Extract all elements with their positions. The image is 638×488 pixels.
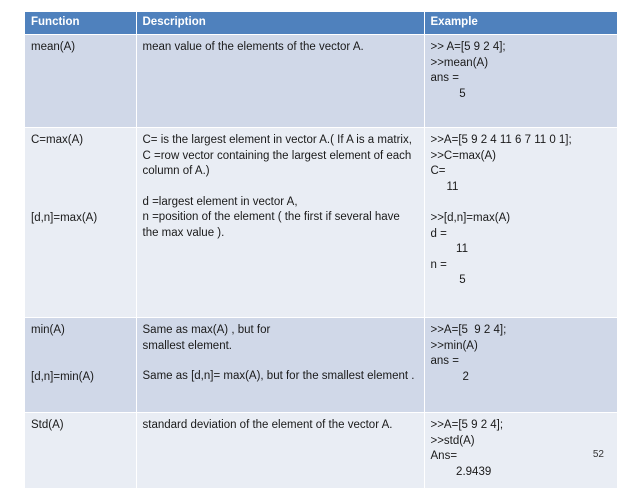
description-text: n =position of the element ( the first if several have the max value ).	[142, 211, 400, 239]
cell-description	[136, 413, 424, 488]
description-text: C= is the largest element in vector A.( If A is a matrix,	[142, 134, 412, 146]
function-name: Std(A)	[31, 419, 64, 431]
cell-description	[136, 318, 424, 413]
description-text: mean value of the elements of the vector A.	[142, 41, 364, 53]
description-text: d =largest element in vector A,	[142, 195, 298, 208]
cell-description	[136, 128, 424, 318]
example-line	[431, 195, 612, 211]
example-line: ans =	[430, 355, 459, 368]
description-text: standard deviation of the element of the vector A.	[142, 419, 393, 431]
example-line: Ans=	[430, 450, 458, 463]
cell-function	[25, 35, 136, 128]
function-name: min(A)	[31, 324, 65, 336]
example-line: 5	[430, 87, 466, 100]
table-row-min	[25, 318, 617, 413]
example-line: >>A=[5 9 2 4];	[430, 324, 507, 336]
example-line: >> A=[5 9 2 4];	[430, 41, 506, 53]
function-name: [d,n]=min(A)	[31, 370, 94, 383]
example-line: 5	[430, 274, 466, 287]
example-line: 11	[430, 243, 468, 256]
example-line: n =	[430, 258, 447, 271]
cell-example	[424, 35, 617, 128]
header-function: Function	[25, 12, 136, 35]
example-line: 2.9439	[430, 465, 492, 478]
cell-function	[25, 128, 136, 318]
example-line: d =	[430, 227, 447, 240]
table-row-mean	[25, 35, 617, 128]
example-line: >>C=max(A)	[430, 149, 497, 162]
cell-description	[136, 35, 424, 128]
function-name: C=max(A)	[31, 134, 84, 146]
example-line: >>std(A)	[430, 434, 475, 447]
header-example: Example	[424, 12, 617, 35]
cell-example	[424, 318, 617, 413]
table-header-row	[25, 12, 617, 35]
example-line: >>A=[5 9 2 4 11 6 7 11 0 1];	[430, 134, 572, 146]
example-line: >>A=[5 9 2 4];	[430, 419, 504, 431]
example-line: >>[d,n]=max(A)	[430, 211, 511, 224]
example-line: 11	[430, 180, 459, 193]
cell-function	[25, 318, 136, 413]
table-row-std	[25, 413, 617, 488]
cell-example	[424, 413, 617, 488]
example-line: >>min(A)	[430, 339, 478, 352]
example-line: 2	[430, 370, 469, 383]
cell-example	[424, 128, 617, 318]
description-text: Same as [d,n]= max(A), but for the smallest element .	[142, 370, 415, 383]
example-line: ans =	[430, 72, 459, 85]
description-text: Same as max(A) , but for smallest element.	[142, 324, 271, 352]
function-table	[25, 12, 617, 488]
table-row-max	[25, 128, 617, 318]
function-name: mean(A)	[31, 41, 76, 53]
cell-function	[25, 413, 136, 488]
description-text: C =row vector containing the largest element of each column of A.)	[142, 149, 412, 178]
example-line: C=	[430, 165, 446, 178]
header-description: Description	[136, 12, 424, 35]
page-number: 52	[592, 449, 604, 460]
function-name: [d,n]=max(A)	[31, 211, 98, 224]
example-line: >>mean(A)	[430, 56, 489, 69]
